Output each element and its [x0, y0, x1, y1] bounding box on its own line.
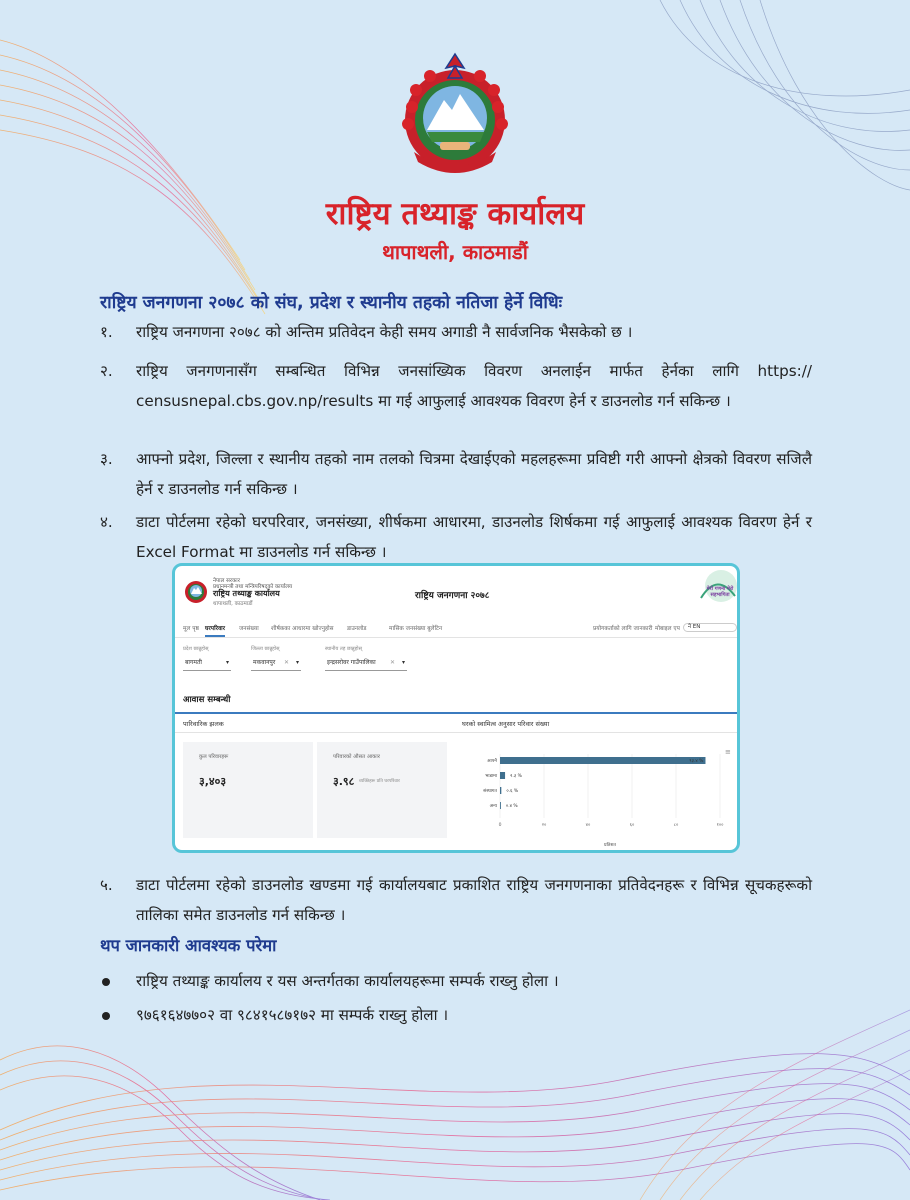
item-number: १. — [100, 323, 113, 341]
category-label: अन्य — [489, 804, 497, 809]
x-tick-label: 0 — [498, 823, 502, 828]
nav-bulletin[interactable]: मासिक जनसंख्या बुलेटिन — [389, 626, 443, 632]
clear-icon[interactable]: ✕ — [389, 659, 395, 666]
bullet-text: ९७६१६४७७०२ वा ९८४१५८७१७२ मा सम्पर्क राख्नु होला । — [136, 1006, 449, 1024]
portal-org-place: थापाथली, काठमाडौं — [213, 601, 253, 607]
section-title: राष्ट्रिय जनगणना २०७८ को संघ, प्रदेश र स्थानीय तहको नतिजा हेर्ने विधिः — [100, 293, 563, 313]
data-label: २.३ % — [510, 774, 522, 779]
local-level-label: स्थानीय तह छान्नुहोस् — [325, 646, 362, 652]
card-note: व्यक्तिहरू प्रति घरपरिवार — [359, 779, 400, 784]
data-label: ०.४ % — [505, 804, 518, 809]
family-overview-title: पारिवारिक झलक — [183, 720, 224, 728]
total-households-card — [183, 742, 313, 838]
nav-household[interactable]: घरपरिवार — [205, 624, 225, 637]
item-number: ५. — [100, 876, 113, 894]
x-tick-label: ८० — [673, 823, 679, 828]
portal-nav — [175, 618, 740, 638]
chart-menu-icon: ≡ — [725, 748, 731, 756]
card-value: ३,४०३ — [199, 775, 227, 788]
ownership-bar-chart — [470, 748, 735, 848]
data-label: ०.६ % — [506, 789, 519, 794]
item-text: राष्ट्रिय जनगणना २०७८ को अन्तिम प्रतिवेदन केही समय अगाडी नै सार्वजनिक भैसकेको छ । — [136, 323, 633, 341]
card-label: परिवारको औसत आकार — [333, 754, 380, 760]
item-text: डाटा पोर्टलमा रहेको डाउनलोड खण्डमा गई कार्यालयबाट प्रकाशित राष्ट्रिय जनगणनाका प्रतिवेदनहरू र विभिन्न सूचकहरूको तालिका समेत डाउनलोड गर्न सकिन्छ । — [136, 876, 812, 924]
bar — [500, 757, 705, 764]
data-label: ९३.४ % — [689, 759, 704, 764]
bar — [500, 802, 501, 809]
district-select[interactable] — [251, 657, 301, 671]
section-divider — [175, 712, 740, 714]
bar — [500, 787, 501, 794]
province-value: बागमती — [185, 659, 202, 666]
nav-download[interactable]: डाउनलोड — [347, 626, 367, 632]
district-label: जिल्ला छान्नुहोस् — [251, 646, 280, 652]
census-badge-text: मेरो गणना मेरो सहभागिता — [706, 586, 734, 598]
office-name: राष्ट्रिय तथ्याङ्क कार्यालय — [325, 196, 585, 232]
chevron-down-icon: ▾ — [295, 659, 299, 666]
chevron-down-icon: ▾ — [401, 659, 405, 666]
item-text: राष्ट्रिय जनगणनासँग सम्बन्धित विभिन्न जनसांख्यिक विवरण अनलाईन मार्फत हेर्नका लागि https:// censusnepal.cbs.gov.np/results मा गई आफुलाई आवश्यक विवरण हेर्न र डाउनलोड गर्न सकिन्छ । — [136, 362, 812, 410]
more-info-title: थप जानकारी आवश्यक परेमा — [100, 936, 277, 955]
nav-mobile-app[interactable]: मोबाइल एप — [655, 626, 680, 632]
nav-population[interactable]: जनसंख्या — [239, 626, 259, 632]
item-text: डाटा पोर्टलमा रहेको घरपरिवार, जनसंख्या, शीर्षकमा आधारमा, डाउनलोड शिर्षकमा गई आफुलाई आवश्यक विवरण हेर्न र Excel Format मा डाउनलोड गर्न सकिन्छ । — [136, 513, 812, 561]
language-toggle[interactable]: ने EN — [683, 623, 737, 632]
census-badge — [695, 568, 739, 612]
sub-divider — [175, 732, 740, 733]
clear-icon[interactable]: ✕ — [283, 659, 289, 666]
category-label: भाडामा — [485, 774, 497, 779]
card-label: कुल परिवारहरू — [199, 754, 229, 760]
province-select[interactable] — [183, 657, 231, 671]
avg-household-size-card — [317, 742, 447, 838]
nav-user-info[interactable]: प्रयोगकर्ताको लागि जानकारी — [593, 626, 653, 632]
item-text: आफ्नो प्रदेश, जिल्ला र स्थानीय तहको नाम तलको चित्रमा देखाईएको महलहरूमा प्रविष्टी गरी आफ्नो क्षेत्रको विवरण सजिलै हेर्न र डाउनलोड गर्न सकिन्छ । — [136, 450, 812, 498]
chevron-down-icon: ▾ — [225, 659, 229, 666]
office-place: थापाथली, काठमाडौं — [382, 240, 528, 264]
portal-screenshot — [172, 563, 740, 853]
portal-org-line1: नेपाल सरकार — [213, 578, 240, 584]
portal-title: राष्ट्रिय जनगणना २०७८ — [415, 591, 490, 601]
item-number: २. — [100, 362, 113, 380]
bullet-dot — [102, 1012, 110, 1020]
x-axis-label: प्रतिशत — [604, 843, 616, 848]
x-tick-label: १०० — [716, 823, 724, 828]
portal-emblem-icon — [183, 578, 209, 604]
nav-home[interactable]: मूल पृष्ठ — [183, 626, 199, 632]
bullet-text: राष्ट्रिय तथ्याङ्क कार्यालय र यस अन्तर्गतका कार्यालयहरूमा सम्पर्क राख्नु होला । — [136, 972, 559, 990]
x-tick-label: ४० — [585, 823, 591, 828]
ownership-chart-title: घरको स्वामित्व अनुसार परिवार संख्या — [462, 720, 550, 728]
category-label: संस्थागत — [483, 789, 497, 794]
x-tick-label: ६० — [629, 823, 635, 828]
portal-org-name: राष्ट्रिय तथ्याङ्क कार्यालय — [213, 589, 280, 598]
item-number: ४. — [100, 513, 113, 531]
portal-org-line2: प्रधानमन्त्री तथा मन्त्रिपरिषद्को कार्यालय — [213, 584, 293, 590]
category-label: आफ्नै — [487, 759, 497, 764]
nepal-emblem-icon — [392, 52, 518, 180]
nav-topic-search[interactable]: शीर्षकका आधारमा खोज्नुहोस — [271, 626, 334, 632]
local-level-select[interactable] — [325, 657, 407, 671]
card-value: ३.९८ — [333, 775, 355, 788]
district-value: मकवानपुर — [253, 659, 276, 666]
province-label: प्रदेश छान्नुहोस् — [183, 646, 209, 652]
bar — [500, 772, 505, 779]
local-level-value: इन्द्रसरोवर गाउँपालिका — [327, 659, 376, 666]
item-number: ३. — [100, 450, 113, 468]
bullet-dot — [102, 978, 110, 986]
x-tick-label: २० — [541, 823, 547, 828]
housing-section-title: आवास सम्बन्धी — [183, 695, 231, 705]
